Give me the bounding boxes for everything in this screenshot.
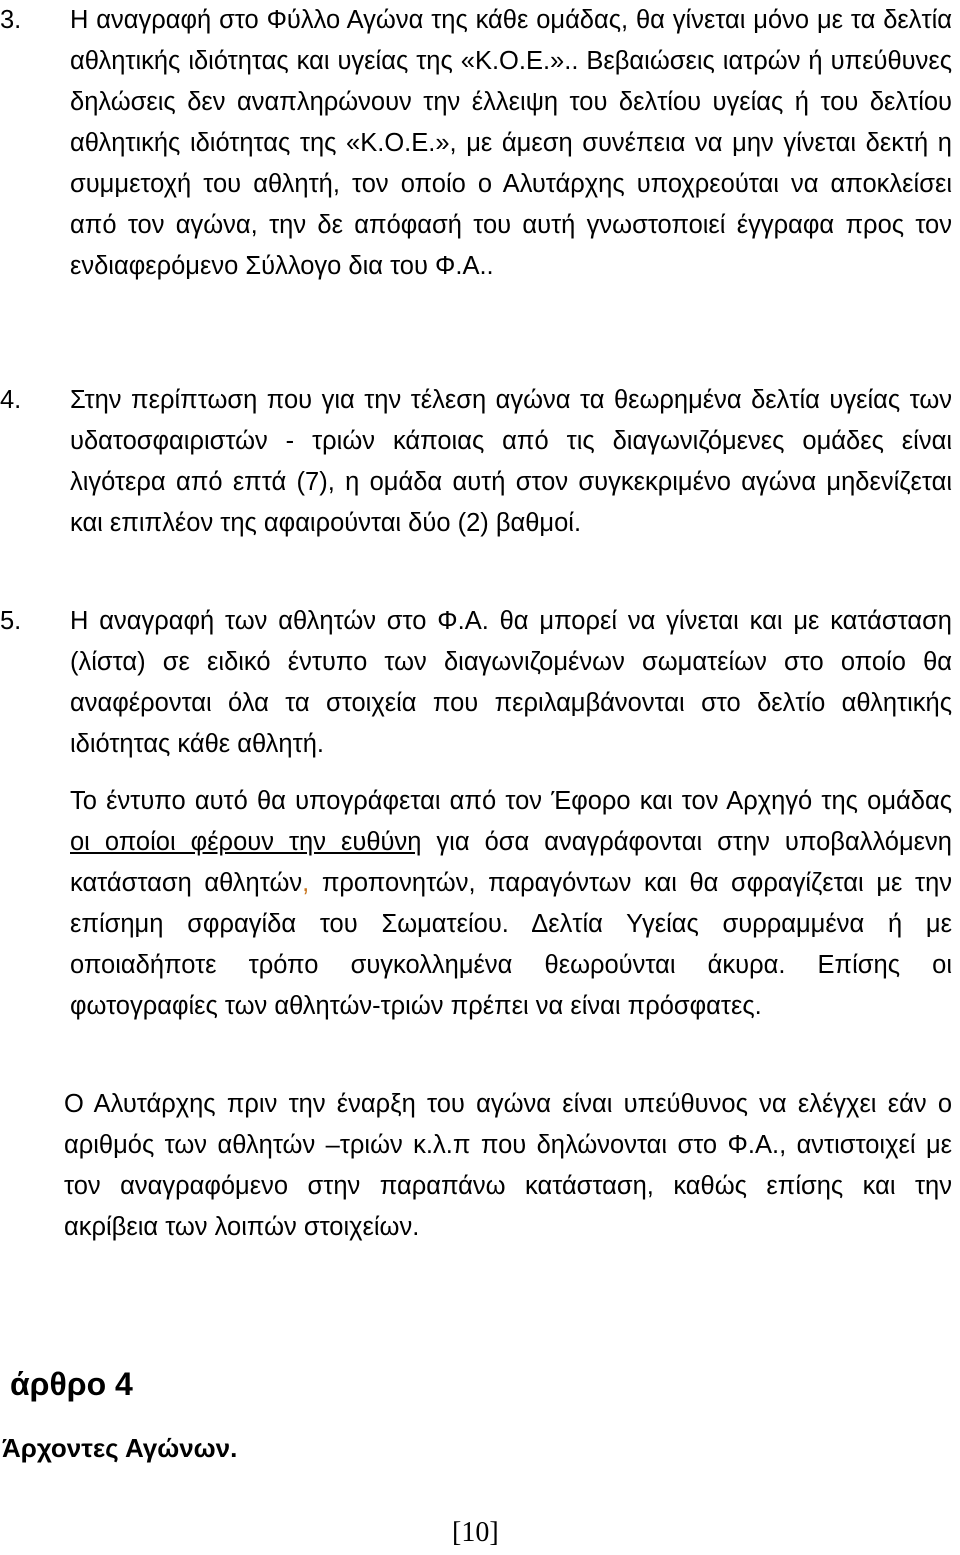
text-segment: Το έντυπο αυτό θα υπογράφεται από τον Έφορο και τον Αρχηγό της ομάδας <box>70 787 952 815</box>
article-heading: άρθρο 4 <box>10 1366 133 1402</box>
list-item-5 <box>0 601 952 765</box>
item-text: Η αναγραφή των αθλητών στο Φ.Α. θα μπορεί να γίνεται και με κατάσταση (λίστα) σε ειδικό έντυπο των διαγωνιζομένων σωματείων στο οποίο θα αναφέρονται όλα τα στοιχεία που περιλαμβάνονται στο δελτίο αθλητικής ιδιότητας κάθε αθλητή. <box>70 607 952 758</box>
item-number: 4. <box>0 386 22 414</box>
paragraph-form-signing <box>70 781 952 1027</box>
list-item-3 <box>0 0 952 287</box>
list-item-4 <box>0 380 952 544</box>
article-title: Άρχοντες Αγώνων. <box>2 1433 238 1463</box>
highlighted-comma: , <box>302 869 310 897</box>
item-text: Στην περίπτωση που για την τέλεση αγώνα τα θεωρημένα δελτία υγείας των υδατοσφαιριστών - τριών κάποιας από τις διαγωνιζόμενες ομάδες είναι λιγότερα από επτά (7), η ομάδα αυτή στον συγκεκριμένο αγώνα μηδενίζεται και επιπλέον της αφαιρούνται δύο (2) βαθμοί. <box>70 386 952 537</box>
item-text: Η αναγραφή στο Φύλλο Αγώνα της κάθε ομάδας, θα γίνεται μόνο με τα δελτία αθλητικής ιδιότητας και υγείας της «Κ.Ο.Ε.».. Βεβαιώσεις ιατρών ή υπεύθυνες δηλώσεις δεν αναπληρώνουν την έλλειψη του δελτίου υγείας ή του δελτίου αθλητικής ιδιότητας της «Κ.Ο.Ε.», με άμεση συνέπεια να μην γίνεται δεκτή η συμμετοχή του αθλητή, τον οποίο ο Αλυτάρχης υποχρεούται να αποκλείσει από τον αγώνα, την δε απόφασή του αυτή γνωστοποιεί έγγραφα προς τον ενδιαφερόμενο Σύλλογο δια του Φ.Α.. <box>70 6 952 280</box>
text-segment: προπονητών, παραγόντων και θα σφραγίζεται με την επίσημη σφραγίδα του Σωματείου. Δελτία Υγείας συρραμμένα ή με οποιαδήποτε τρόπο συγκολλημένα θεωρούνται άκυρα. Επίσης οι φωτογραφίες των αθλητών-τριών πρέπει να είναι πρόσφατες. <box>70 869 953 1020</box>
page-number: [10] <box>452 1517 499 1548</box>
item-number: 5. <box>0 607 22 635</box>
item-number: 3. <box>0 6 22 34</box>
underlined-text: οι οποίοι φέρουν την ευθύνη <box>70 828 422 856</box>
text-segment: για όσα αναγράφονται στην υποβαλλόμενη κατάσταση αθλητών <box>70 828 952 897</box>
paragraph-referee-responsibility: Ο Αλυτάρχης πριν την έναρξη του αγώνα είναι υπεύθυνος να ελέγχει εάν ο αριθμός των αθλητών –τριών κ.λ.π που δηλώνονται στο Φ.Α., αντιστοιχεί με τον αναγραφόμενο στην παραπάνω κατάσταση, καθώς επίσης και την ακρίβεια των λοιπών στοιχείων. <box>64 1090 952 1241</box>
